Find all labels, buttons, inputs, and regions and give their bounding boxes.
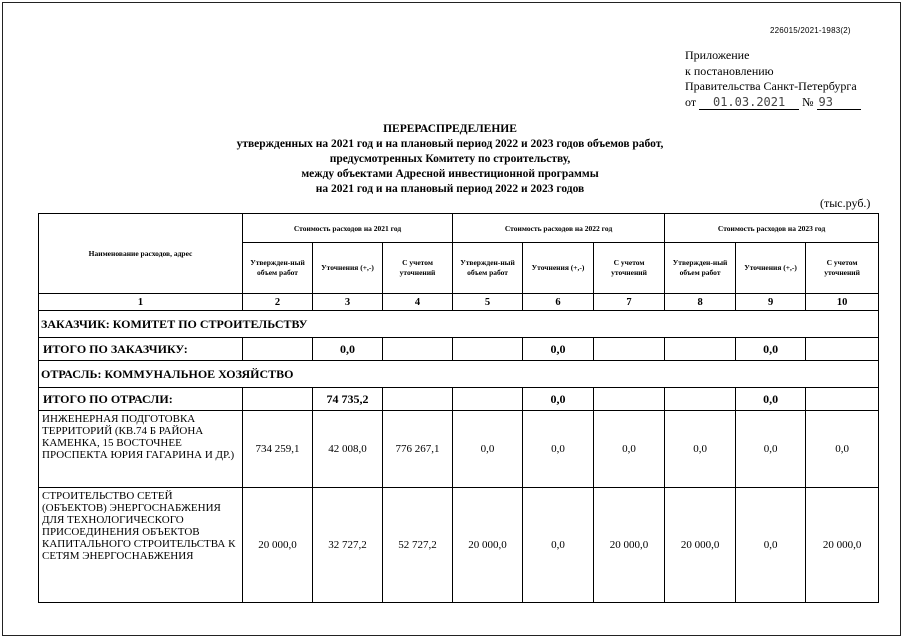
units-label: (тыс.руб.) [820, 196, 871, 210]
total-label: ИТОГО ПО ЗАКАЗЧИКУ: [39, 338, 243, 361]
total-cell [806, 388, 879, 411]
table-cell: 0,0 [523, 488, 594, 603]
sub-header: С учетом уточнений [594, 243, 665, 294]
table-cell: 42 008,0 [313, 411, 383, 488]
total-cell [453, 388, 523, 411]
table-cell: 32 727,2 [313, 488, 383, 603]
total-cell [243, 388, 313, 411]
column-number: 2 [243, 294, 313, 311]
header-row-groups [39, 214, 879, 243]
section-row-branch [39, 361, 879, 388]
sub-header: Утвержден-ный объем работ [453, 243, 523, 294]
total-cell: 0,0 [736, 388, 806, 411]
sub-header: Уточнения (+,-) [313, 243, 383, 294]
table-row [39, 411, 879, 488]
title-line-4: между объектами Адресной инвестиционной программы [301, 168, 599, 180]
appendix-block [685, 48, 861, 110]
title-line-3: предусмотренных Комитету по строительству, [329, 153, 571, 165]
table-cell: 20 000,0 [806, 488, 879, 603]
sub-header: Уточнения (+,-) [736, 243, 806, 294]
total-cell: 0,0 [736, 338, 806, 361]
table-cell: 0,0 [594, 411, 665, 488]
table-cell: 734 259,1 [243, 411, 313, 488]
appendix-line-1: Приложение [685, 48, 750, 62]
row-label: СТРОИТЕЛЬСТВО СЕТЕЙ (ОБЪЕКТОВ) ЭНЕРГОСНАБЖЕНИЯ ДЛЯ ТЕХНОЛОГИЧЕСКОГО ПРИСОЕДИНЕНИЯ ОБЪЕКТОВ КАПИТАЛЬНОГО СТРОИТЕЛЬСТВА К СЕТЯМ ЭНЕРГОСНАБЖЕНИЯ [39, 488, 243, 603]
sub-header: Уточнения (+,-) [523, 243, 594, 294]
column-number: 9 [736, 294, 806, 311]
table-cell: 20 000,0 [243, 488, 313, 603]
table-cell: 0,0 [523, 411, 594, 488]
sub-header: Утвержден-ный объем работ [665, 243, 736, 294]
handwritten-number: 93 [817, 96, 861, 110]
title-line-1: ПЕРЕРАСПРЕДЕЛЕНИЕ [383, 123, 517, 135]
table-cell: 776 267,1 [383, 411, 453, 488]
total-cell: 74 735,2 [313, 388, 383, 411]
name-column-header: Наименование расходов, адрес [39, 214, 243, 294]
table-cell: 52 727,2 [383, 488, 453, 603]
appendix-line-2: к постановлению [685, 63, 774, 78]
total-cell [383, 388, 453, 411]
total-cell [806, 338, 879, 361]
table-cell: 0,0 [665, 411, 736, 488]
total-cell: 0,0 [523, 338, 594, 361]
column-number: 5 [453, 294, 523, 311]
sub-header: С учетом уточнений [383, 243, 453, 294]
table-cell: 0,0 [736, 411, 806, 488]
column-number: 4 [383, 294, 453, 311]
table-cell: 20 000,0 [665, 488, 736, 603]
total-cell [243, 338, 313, 361]
column-number-row [39, 294, 879, 311]
group-header-2021: Стоимость расходов на 2021 год [243, 214, 453, 243]
column-number: 7 [594, 294, 665, 311]
number-prefix: № [802, 94, 814, 109]
table-cell: 0,0 [806, 411, 879, 488]
section-title: ЗАКАЗЧИК: КОМИТЕТ ПО СТРОИТЕЛЬСТВУ [39, 311, 879, 338]
title-line-5: на 2021 год и на плановый период 2022 и 2023 годов [315, 183, 585, 195]
column-number: 1 [39, 294, 243, 311]
redistribution-table [38, 213, 879, 603]
handwritten-date: 01.03.2021 [699, 96, 799, 110]
column-number: 10 [806, 294, 879, 311]
total-cell [594, 338, 665, 361]
total-cell: 0,0 [523, 388, 594, 411]
column-number: 8 [665, 294, 736, 311]
total-cell [383, 338, 453, 361]
table-cell: 20 000,0 [453, 488, 523, 603]
table-row [39, 488, 879, 603]
document-id: 226015/2021-1983(2) [770, 26, 851, 35]
total-cell: 0,0 [313, 338, 383, 361]
group-header-2023: Стоимость расходов на 2023 год [665, 214, 879, 243]
group-header-2022: Стоимость расходов на 2022 год [453, 214, 665, 243]
total-cell [665, 338, 736, 361]
total-cell [665, 388, 736, 411]
total-cell [594, 388, 665, 411]
appendix-date-line [685, 95, 861, 111]
column-number: 6 [523, 294, 594, 311]
date-prefix: от [685, 94, 697, 109]
table-cell: 20 000,0 [594, 488, 665, 603]
total-label: ИТОГО ПО ОТРАСЛИ: [39, 388, 243, 411]
title-line-2: утвержденных на 2021 год и на плановый период 2022 и 2023 годов объемов работ, [236, 138, 664, 150]
total-row-branch [39, 388, 879, 411]
appendix-line-3: Правительства Санкт-Петербурга [685, 79, 857, 93]
section-title: ОТРАСЛЬ: КОММУНАЛЬНОЕ ХОЗЯЙСТВО [39, 361, 879, 388]
sub-header: С учетом уточнений [806, 243, 879, 294]
total-row-customer [39, 338, 879, 361]
table-cell: 0,0 [736, 488, 806, 603]
table-cell: 0,0 [453, 411, 523, 488]
column-number: 3 [313, 294, 383, 311]
total-cell [453, 338, 523, 361]
document-title [150, 122, 750, 197]
section-row-customer [39, 311, 879, 338]
row-label: ИНЖЕНЕРНАЯ ПОДГОТОВКА ТЕРРИТОРИЙ (КВ.74 Б РАЙОНА КАМЕНКА, 15 ВОСТОЧНЕЕ ПРОСПЕКТА ЮРИЯ ГАГАРИНА И ДР.) [39, 411, 243, 488]
sub-header: Утвержден-ный объем работ [243, 243, 313, 294]
